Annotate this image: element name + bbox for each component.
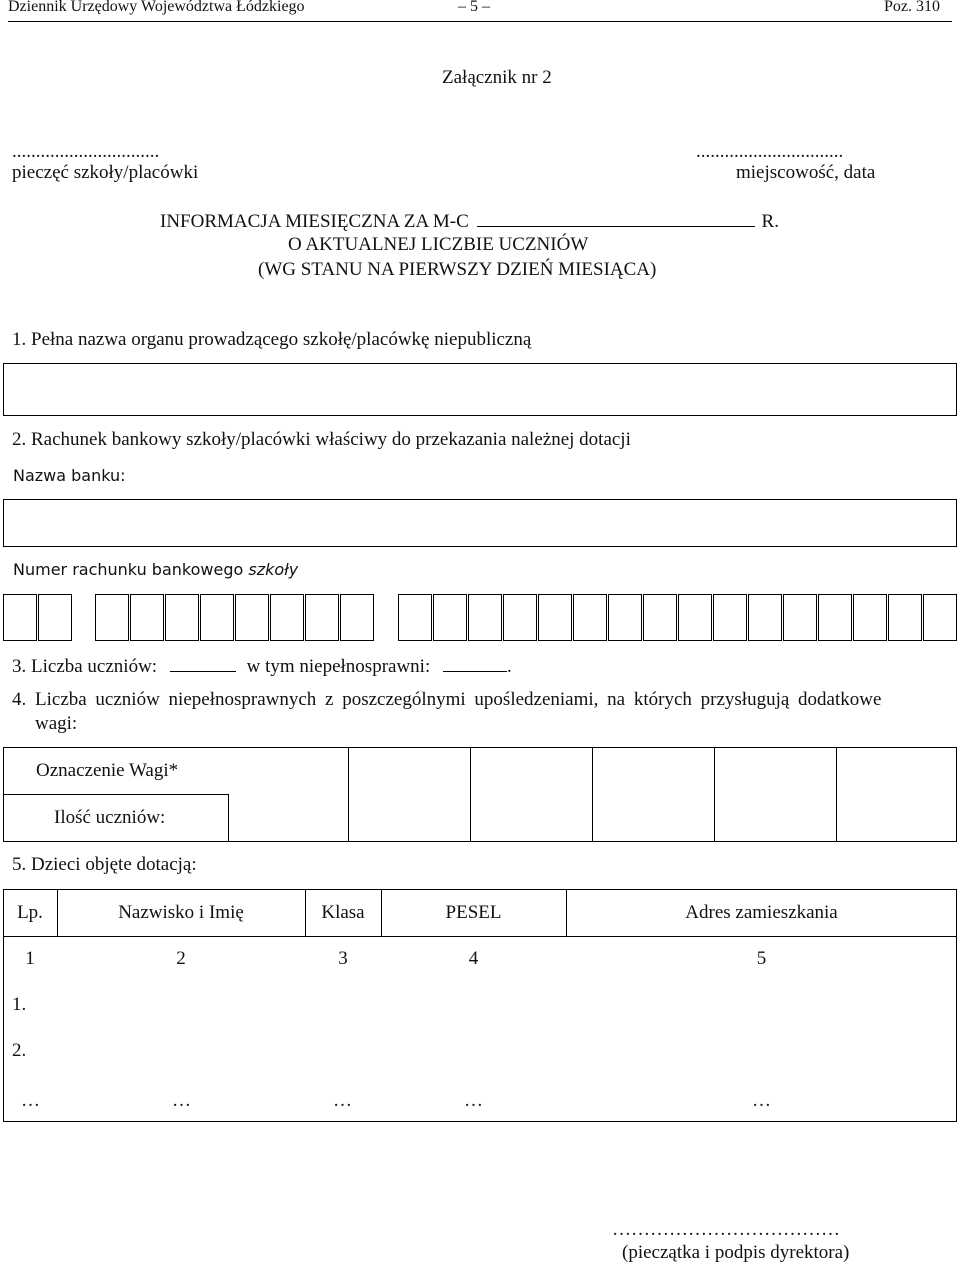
weights-col-divider [348, 747, 349, 842]
col-number: 3 [338, 948, 348, 969]
section1-label: 1. Pełna nazwa organu prowadzącego szkołę/placówkę niepubliczną [12, 329, 532, 350]
account-digit-cell[interactable] [235, 594, 269, 641]
section3-period: . [506, 656, 512, 677]
account-digit-cell[interactable] [38, 594, 72, 641]
stamp-dots-right: ............................... [696, 141, 844, 162]
title-line1-prefix: INFORMACJA MIESIĘCZNA ZA M-C [160, 211, 469, 232]
month-blank [477, 225, 755, 227]
col-number: 4 [468, 948, 479, 969]
header-left: Dziennik Urzędowy Województwa Łódzkiego [8, 0, 305, 15]
account-digit-cell[interactable] [643, 594, 677, 641]
section5-label: 5. Dzieci objęte dotacją: [12, 854, 197, 875]
table-row-ellipsis: … [333, 1090, 352, 1111]
account-digit-cell[interactable] [538, 594, 572, 641]
attachment-title: Załącznik nr 2 [442, 67, 552, 88]
col-number: 5 [756, 948, 767, 969]
col-number: 2 [176, 948, 186, 969]
signature-label: (pieczątka i podpis dyrektora) [622, 1242, 850, 1263]
title-line1-suffix: R. [761, 211, 779, 232]
table-row-ellipsis: … [464, 1090, 483, 1111]
title-line2: O AKTUALNEJ LICZBIE UCZNIÓW [288, 234, 589, 255]
table-row-lp: 2. [12, 1040, 27, 1061]
account-label-text: Numer rachunku bankowego [13, 560, 249, 579]
account-digit-cell[interactable] [713, 594, 747, 641]
bank-name-label: Nazwa banku: [13, 466, 126, 485]
student-count-row-label: Ilość uczniów: [54, 807, 166, 828]
col-header-name: Nazwisko i Imię [118, 902, 244, 923]
signature-dots: ……………………………… [612, 1219, 840, 1240]
account-digit-cell[interactable] [398, 594, 432, 641]
section3-line [12, 656, 512, 678]
table-row-lp: 1. [12, 994, 27, 1015]
table-row-ellipsis: … [752, 1090, 771, 1111]
account-digit-cell[interactable] [748, 594, 782, 641]
account-digit-cell[interactable] [95, 594, 129, 641]
account-digit-cell[interactable] [130, 594, 164, 641]
stamp-label-left: pieczęć szkoły/placówki [12, 162, 199, 183]
account-number-label [13, 560, 298, 579]
account-digit-cell[interactable] [340, 594, 374, 641]
students-header-divider [3, 936, 957, 937]
col-header-address: Adres zamieszkania [685, 902, 838, 923]
col-header-pesel: PESEL [445, 902, 502, 923]
account-digit-cell[interactable] [853, 594, 887, 641]
disabled-count-label: w tym niepełnosprawni: [246, 656, 431, 677]
col-header-lp: Lp. [17, 902, 43, 923]
account-digit-cell[interactable] [783, 594, 817, 641]
account-digit-cell[interactable] [270, 594, 304, 641]
account-label-italic: szkoły [248, 560, 299, 579]
weights-col-divider [592, 747, 593, 842]
account-digit-cell[interactable] [678, 594, 712, 641]
weights-col-divider [228, 794, 229, 842]
account-digit-cell[interactable] [888, 594, 922, 641]
student-count-blank[interactable] [170, 670, 236, 672]
account-digit-cell[interactable] [3, 594, 37, 641]
stamp-dots-left: ............................... [12, 141, 160, 162]
header-center: – 5 – [458, 0, 490, 15]
account-digit-cell[interactable] [165, 594, 199, 641]
stamp-label-right: miejscowość, data [736, 162, 876, 183]
header-rule [8, 21, 952, 22]
account-digit-cell[interactable] [503, 594, 537, 641]
account-digit-cell[interactable] [305, 594, 339, 641]
account-digit-cell[interactable] [200, 594, 234, 641]
weight-designation-label: Oznaczenie Wagi* [36, 760, 179, 781]
disabled-count-blank[interactable] [443, 670, 507, 672]
account-digit-cell[interactable] [818, 594, 852, 641]
table-row-ellipsis: … [21, 1090, 40, 1111]
account-digit-cell[interactable] [433, 594, 467, 641]
section4-label: 4. Liczba uczniów niepełnosprawnych z poszczególnymi upośledzeniami, na których przysługują dodatkowe [12, 689, 882, 710]
account-digit-cell[interactable] [608, 594, 642, 641]
student-count-label: 3. Liczba uczniów: [12, 656, 158, 677]
title-line1 [160, 211, 779, 233]
weights-col-divider [836, 747, 837, 842]
header-right: Poz. 310 [884, 0, 940, 15]
weights-col-divider [470, 747, 471, 842]
weights-row-divider [3, 794, 229, 795]
organ-name-field[interactable] [3, 363, 957, 416]
account-digit-cell[interactable] [573, 594, 607, 641]
col-number: 1 [25, 948, 35, 969]
account-digit-cell[interactable] [468, 594, 502, 641]
bank-name-field[interactable] [3, 499, 957, 547]
account-digit-cell[interactable] [923, 594, 957, 641]
col-header-class: Klasa [321, 902, 365, 923]
section4-label-cont: wagi: [35, 713, 78, 734]
weights-col-divider [714, 747, 715, 842]
table-row-ellipsis: … [172, 1090, 191, 1111]
title-line3: (WG STANU NA PIERWSZY DZIEŃ MIESIĄCA) [258, 259, 657, 280]
section2-label: 2. Rachunek bankowy szkoły/placówki właściwy do przekazania należnej dotacji [12, 429, 631, 450]
